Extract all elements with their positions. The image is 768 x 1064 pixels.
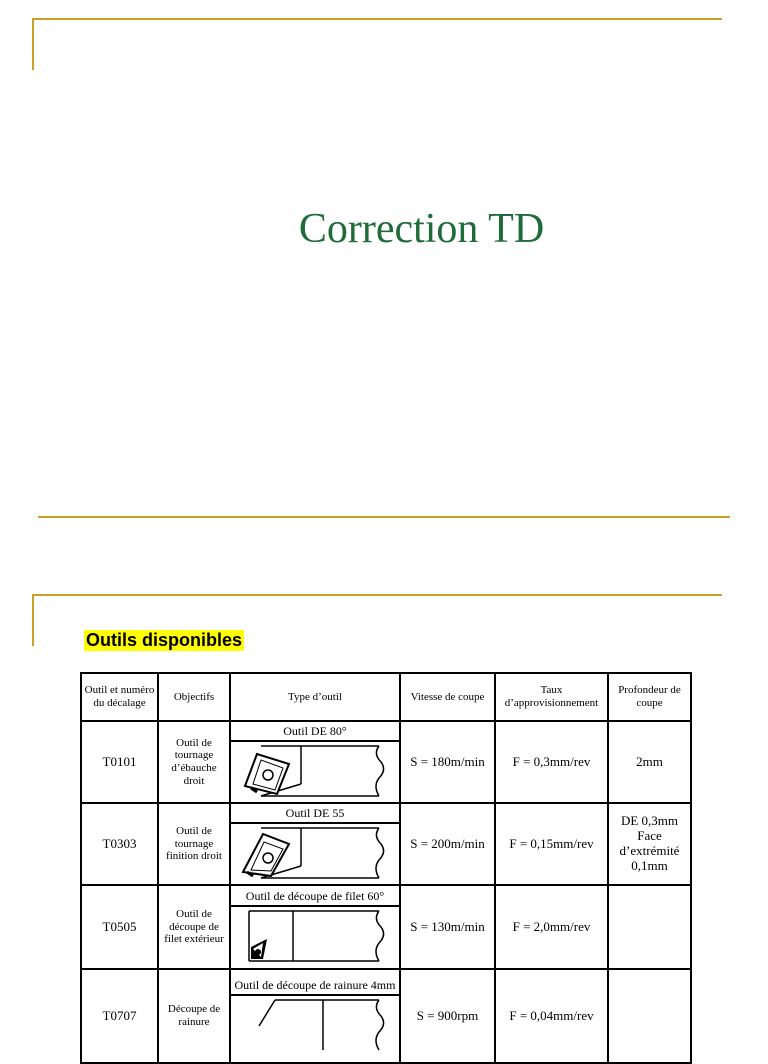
decorative-top-line xyxy=(32,594,722,596)
cell-tool: T0303 xyxy=(81,803,158,885)
turning-insert-55-icon xyxy=(231,824,399,882)
cell-feed: F = 2,0mm/rev xyxy=(495,885,608,969)
header-feed: Taux d’approvisionnement xyxy=(495,673,608,721)
header-depth: Profondeur de coupe xyxy=(608,673,691,721)
table-row xyxy=(81,969,691,1063)
tool-type-label: Outil DE 80° xyxy=(231,724,399,742)
cell-type xyxy=(230,721,400,803)
cell-speed: S = 130m/min xyxy=(400,885,495,969)
header-speed: Vitesse de coupe xyxy=(400,673,495,721)
section-heading: Outils disponibles xyxy=(86,630,243,650)
cell-speed: S = 180m/min xyxy=(400,721,495,803)
tool-type-label: Outil de découpe de rainure 4mm xyxy=(231,978,399,996)
cell-objective: Outil de découpe de filet extérieur xyxy=(158,885,230,969)
cell-type xyxy=(230,885,400,969)
table-row xyxy=(81,885,691,969)
threading-insert-icon xyxy=(231,907,399,965)
turning-insert-80-icon xyxy=(231,742,399,800)
cell-objective: Découpe de rainure xyxy=(158,969,230,1063)
slide-tools xyxy=(0,540,768,1028)
cell-objective: Outil de tournage finition droit xyxy=(158,803,230,885)
cell-tool: T0101 xyxy=(81,721,158,803)
decorative-left-line xyxy=(32,18,34,70)
tool-type-label: Outil de découpe de filet 60° xyxy=(231,889,399,907)
cell-speed: S = 200m/min xyxy=(400,803,495,885)
decorative-top-line xyxy=(32,18,722,20)
cell-feed: F = 0,15mm/rev xyxy=(495,803,608,885)
cell-depth xyxy=(608,969,691,1063)
grooving-insert-icon xyxy=(231,996,399,1054)
slide-title-text: Correction TD xyxy=(298,206,545,252)
header-type: Type d’outil xyxy=(230,673,400,721)
tools-table xyxy=(80,672,692,1064)
cell-speed: S = 900rpm xyxy=(400,969,495,1063)
cell-depth: 2mm xyxy=(608,721,691,803)
header-objective: Objectifs xyxy=(158,673,230,721)
tool-type-label: Outil DE 55 xyxy=(231,806,399,824)
cell-depth xyxy=(608,885,691,969)
cell-objective: Outil de tournage d’ébauche droit xyxy=(158,721,230,803)
cell-tool: T0707 xyxy=(81,969,158,1063)
cell-type xyxy=(230,969,400,1063)
header-tool: Outil et numéro du décalage xyxy=(81,673,158,721)
table-row xyxy=(81,803,691,885)
cell-feed: F = 0,04mm/rev xyxy=(495,969,608,1063)
table-header-row xyxy=(81,673,691,721)
decorative-bottom-line xyxy=(38,516,730,518)
cell-tool: T0505 xyxy=(81,885,158,969)
decorative-left-line xyxy=(32,594,34,646)
cell-feed: F = 0,3mm/rev xyxy=(495,721,608,803)
table-row xyxy=(81,721,691,803)
cell-type xyxy=(230,803,400,885)
cell-depth: DE 0,3mm Face d’extrémité 0,1mm xyxy=(608,803,691,885)
